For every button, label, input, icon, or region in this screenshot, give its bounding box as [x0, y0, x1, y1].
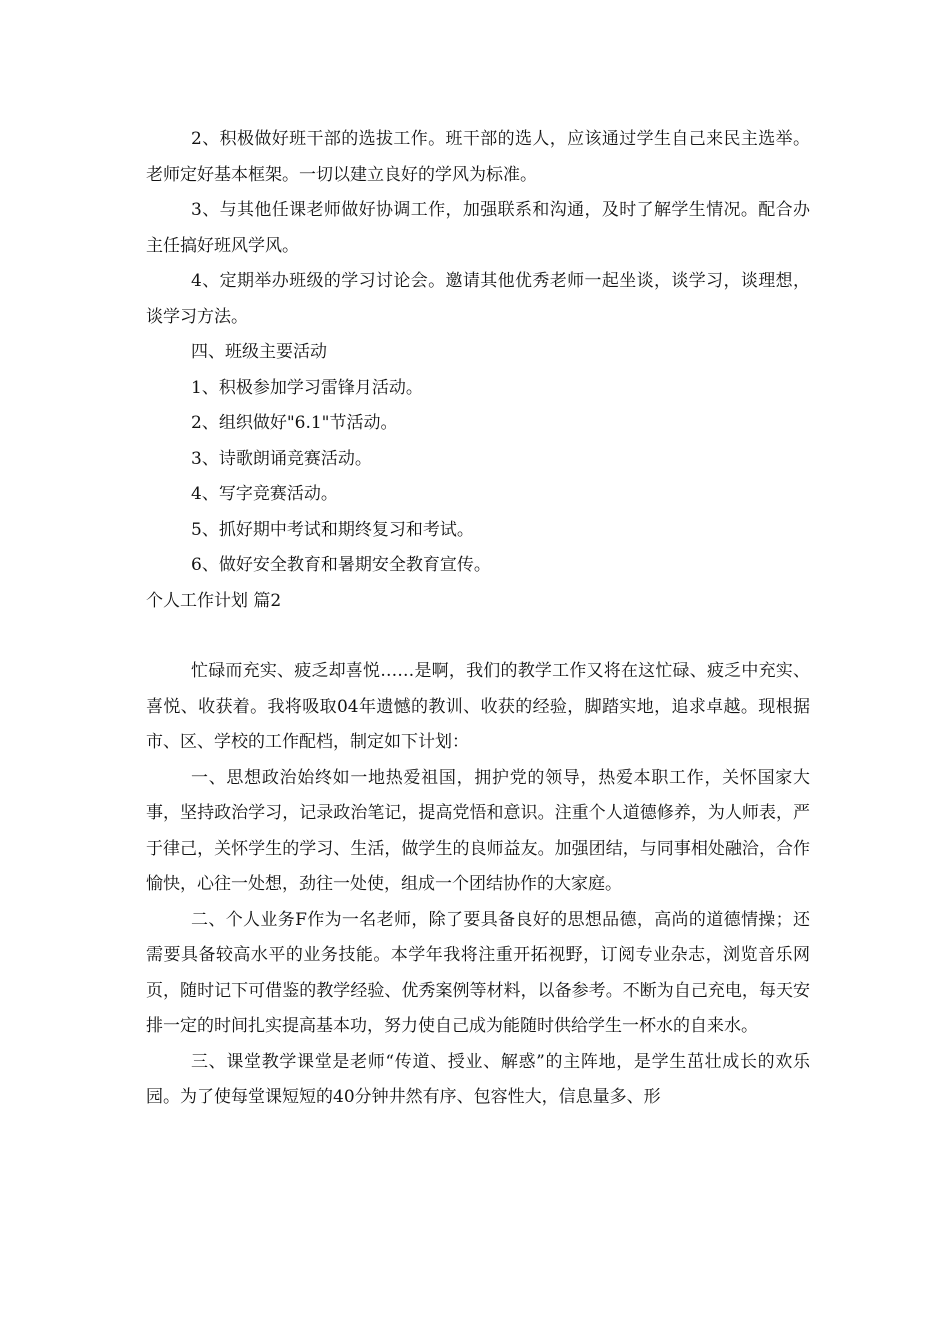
- blank-line: [146, 619, 810, 654]
- paragraph-class-leader-selection: 2、积极做好班干部的选拔工作。班干部的选人，应该通过学生自己来民主选举。老师定好基本框架。一切以建立良好的学风为标准。: [146, 129, 810, 185]
- paragraph-teacher-coordination: 3、与其他任课老师做好协调工作，加强联系和沟通，及时了解学生情况。配合办主任搞好班风学风。: [146, 200, 810, 256]
- paragraph-classroom: 三、课堂教学课堂是老师“传道、授业、解惑”的主阵地，是学生茁壮成长的欢乐园。为了使每堂课短短的40分钟井然有序、包容性大，信息量多、形: [146, 1051, 810, 1107]
- document-body: [146, 122, 810, 1116]
- paragraph-study-meeting: 4、定期举办班级的学习讨论会。邀请其他优秀老师一起坐谈，谈学习，谈理想，谈学习方法。: [146, 271, 810, 327]
- paragraph-ideology: 一、思想政治始终如一地热爱祖国，拥护党的领导，热爱本职工作，关怀国家大事，坚持政治学习，记录政治笔记，提高党悟和意识。注重个人道德修养，为人师表，严于律己，关怀学生的学习、生活，做学生的良师益友。加强团结，与同事相处融洽，合作愉快，心往一处想，劲往一处使，组成一个团结协作的大家庭。: [146, 767, 810, 894]
- list-item-activity-4: 4、写字竞赛活动。: [191, 484, 338, 504]
- list-item-activity-2: 2、组织做好"6.1"节活动。: [191, 413, 398, 433]
- section-heading-class-activities: 四、班级主要活动: [191, 342, 327, 362]
- list-item-activity-3: 3、诗歌朗诵竞赛活动。: [191, 448, 372, 469]
- list-item-activity-1: 1、积极参加学习雷锋月活动。: [191, 377, 423, 398]
- list-item-activity-5: 5、抓好期中考试和期终复习和考试。: [191, 519, 474, 540]
- paragraph-intro: 忙碌而充实、疲乏却喜悦……是啊，我们的教学工作又将在这忙碌、疲乏中充实、喜悦、收获着。我将吸取04年遗憾的教训、收获的经验，脚踏实地，追求卓越。现根据市、区、学校的工作配档，制定如下计划：: [146, 661, 810, 752]
- paragraph-professional: 二、个人业务F作为一名老师，除了要具备良好的思想品德，高尚的道德情操；还需要具备较高水平的业务技能。本学年我将注重开拓视野，订阅专业杂志，浏览音乐网页，随时记下可借鉴的教学经验、优秀案例等材料，以备参考。不断为自己充电，每天安排一定的时间扎实提高基本功，努力使自己成为能随时供给学生一杯水的自来水。: [146, 909, 810, 1036]
- section-title: 个人工作计划 篇2: [146, 590, 282, 611]
- list-item-activity-6: 6、做好安全教育和暑期安全教育宣传。: [191, 555, 491, 575]
